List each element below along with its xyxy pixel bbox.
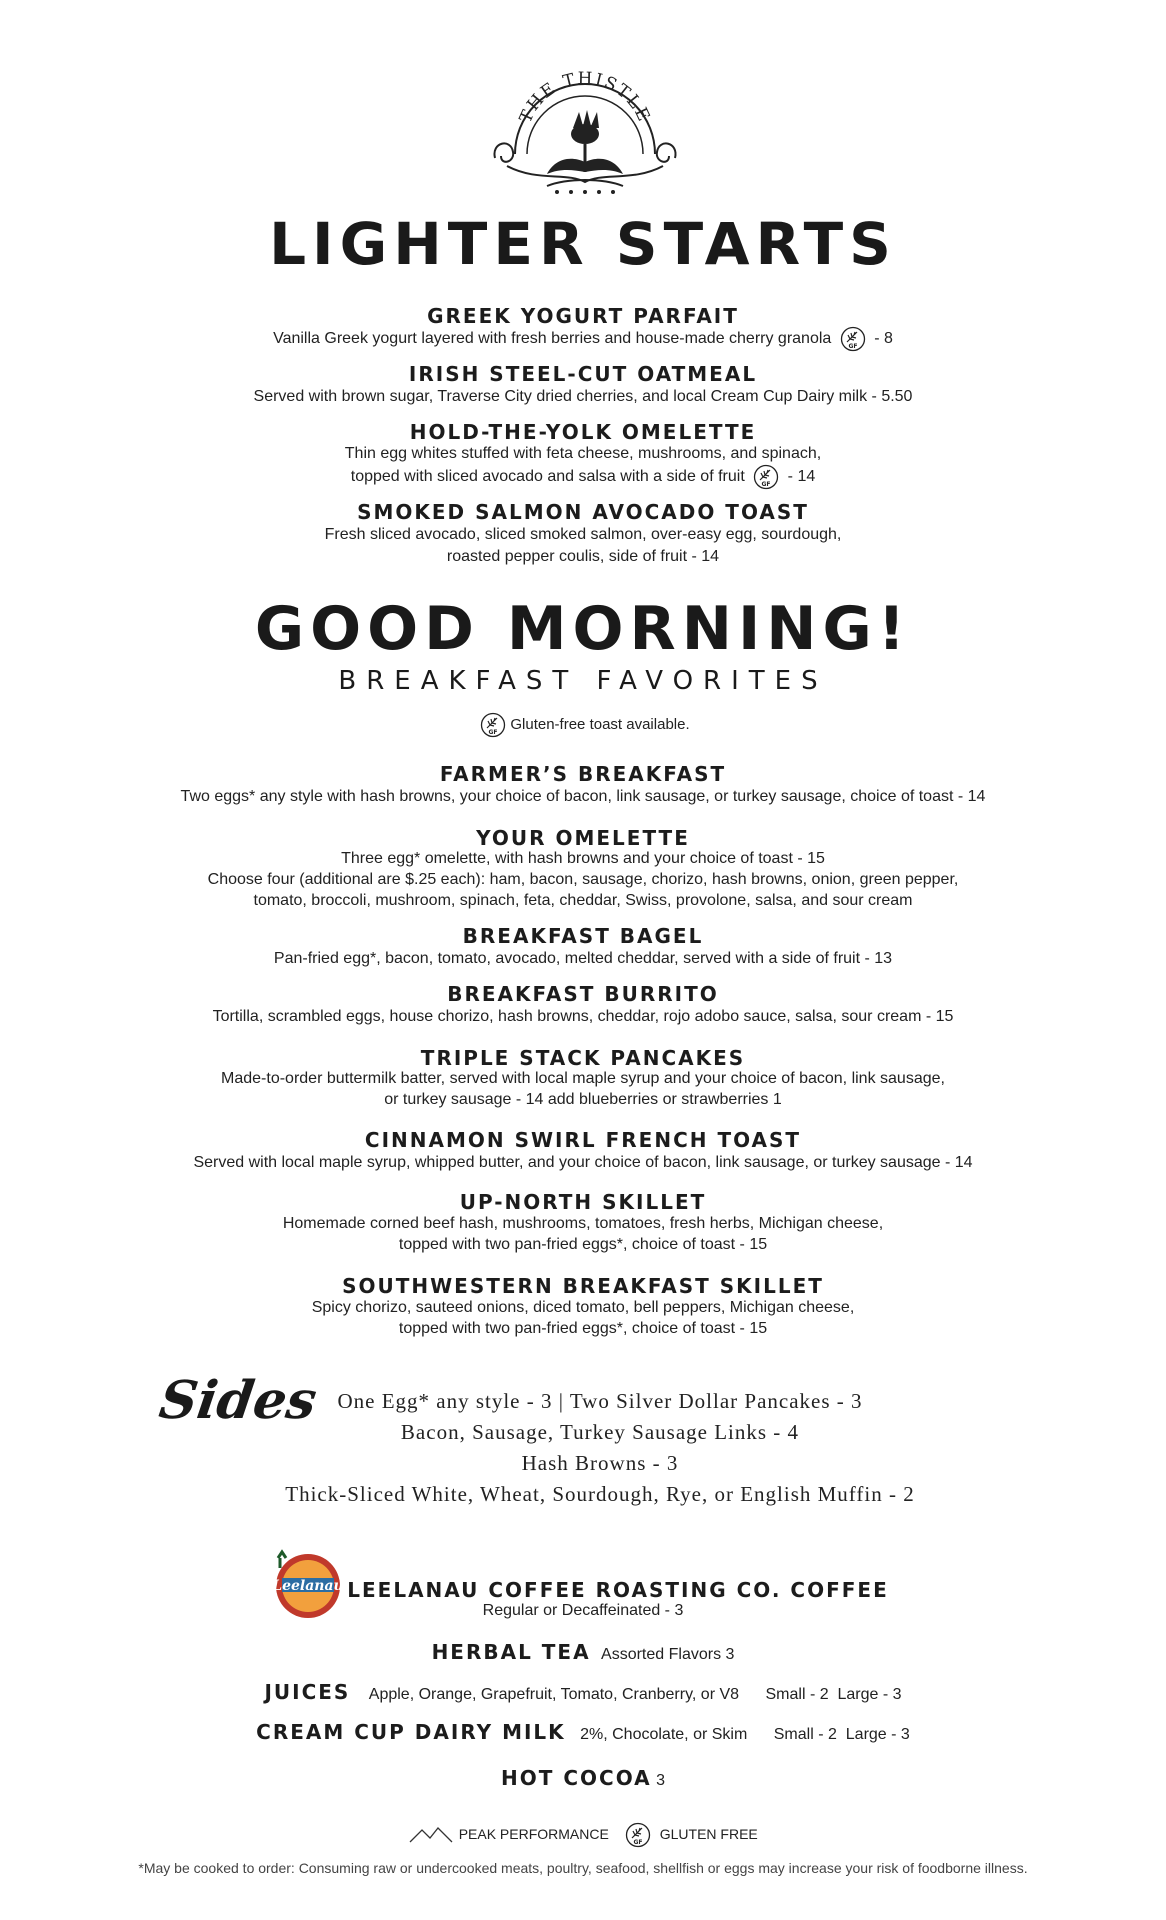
breakfast-burrito-title: BREAKFAST BURRITO — [447, 982, 719, 1006]
french-toast-title: CINNAMON SWIRL FRENCH TOAST — [364, 1128, 802, 1152]
svg-text:GF: GF — [761, 481, 771, 488]
greek-yogurt-title: GREEK YOGURT PARFAIT — [427, 304, 739, 328]
pancakes-title: TRIPLE STACK PANCAKES — [420, 1046, 746, 1070]
your-omelette-desc-line3: tomato, broccoli, mushroom, spinach, feta, cheddar, Swiss, provolone, salsa, and sour cream — [253, 892, 913, 909]
footnote: *May be cooked to order: Consuming raw or undercooked meats, poultry, seafood, shellfish or eggs may increase your risk of foodborne illness. — [138, 1860, 1028, 1876]
greek-yogurt-desc: Vanilla Greek yogurt layered with fresh berries and house-made cherry granola GF - 8 — [0, 326, 1166, 352]
breakfast-bagel-title: BREAKFAST BAGEL — [462, 924, 704, 948]
svg-text:GF: GF — [848, 343, 858, 350]
breakfast-bagel-desc: Pan-fried egg*, bacon, tomato, avocado, melted cheddar, served with a side of fruit - 13 — [273, 950, 893, 967]
svg-text:GF: GF — [488, 729, 498, 736]
sides-heading: Sides — [155, 1370, 321, 1431]
sides-line-4: Thick-Sliced White, Wheat, Sourdough, Rye, or English Muffin - 2 — [285, 1482, 915, 1506]
coffee-sub: Regular or Decaffeinated - 3 — [482, 1602, 684, 1619]
your-omelette-title: YOUR OMELETTE — [476, 826, 690, 850]
farmers-breakfast-desc: Two eggs* any style with hash browns, your choice of bacon, link sausage, or turkey sausage, choice of toast - 14 — [180, 788, 986, 805]
milk-row: CREAM CUP DAIRY MILK 2%, Chocolate, or Skim Small - 2 Large - 3 — [256, 1720, 910, 1744]
farmers-breakfast-title: FARMER’S BREAKFAST — [439, 762, 727, 786]
gluten-free-icon — [625, 1822, 651, 1848]
herbal-tea-row: HERBAL TEA Assorted Flavors 3 — [431, 1640, 735, 1664]
sides-line-3: Hash Browns - 3 — [521, 1451, 679, 1475]
sides-line-2: Bacon, Sausage, Turkey Sausage Links - 4 — [400, 1420, 800, 1444]
gluten-free-toast-note: GF Gluten-free toast available. — [0, 712, 1166, 738]
your-omelette-desc-line2: Choose four (additional are $.25 each): ham, bacon, sausage, chorizo, hash browns, onion, green pepper, — [207, 871, 959, 888]
salmon-toast-desc-line2: roasted pepper coulis, side of fruit - 14 — [446, 548, 720, 565]
logo-text: THE THISTLE — [515, 68, 655, 127]
pancakes-desc-line1: Made-to-order buttermilk batter, served with local maple syrup and your choice of bacon, link sausage, — [221, 1070, 945, 1087]
southwestern-skillet-desc-line1: Spicy chorizo, sauteed onions, diced tomato, bell peppers, Michigan cheese, — [311, 1299, 855, 1316]
gluten-free-icon — [840, 326, 866, 352]
sides-line-1: One Egg* any style - 3 | Two Silver Dollar Pancakes - 3 — [337, 1389, 863, 1413]
thistle-logo — [487, 62, 683, 196]
omelette-title: HOLD-THE-YOLK OMELETTE — [409, 420, 757, 444]
gluten-free-icon — [753, 464, 779, 490]
pancakes-desc-line2: or turkey sausage - 14 add blueberries or strawberries 1 — [384, 1091, 782, 1108]
french-toast-desc: Served with local maple syrup, whipped butter, and your choice of bacon, link sausage, or turkey sausage - 14 — [193, 1154, 973, 1171]
juices-row: JUICES Apple, Orange, Grapefruit, Tomato, Cranberry, or V8 Small - 2 Large - 3 — [264, 1680, 902, 1704]
your-omelette-desc-line1: Three egg* omelette, with hash browns and your choice of toast - 15 — [341, 850, 825, 867]
svg-text:Leelanau: Leelanau — [272, 1578, 344, 1594]
salmon-toast-title: SMOKED SALMON AVOCADO TOAST — [357, 500, 809, 524]
svg-text:THE THISTLE — [516, 69, 654, 126]
up-north-skillet-desc-line2: topped with two pan-fried eggs*, choice of toast - 15 — [398, 1236, 768, 1253]
good-morning-heading: GOOD MORNING! — [254, 594, 912, 664]
up-north-skillet-desc-line1: Homemade corned beef hash, mushrooms, tomatoes, fresh herbs, Michigan cheese, — [282, 1215, 884, 1232]
peak-performance-label: PEAK PERFORMANCE — [458, 1826, 609, 1843]
coffee-title: LEELANAU COFFEE ROASTING CO. COFFEE — [347, 1578, 889, 1602]
oatmeal-title: IRISH STEEL-CUT OATMEAL — [408, 362, 758, 386]
salmon-toast-desc-line1: Fresh sliced avocado, sliced smoked salmon, over-easy egg, sourdough, — [324, 526, 842, 543]
southwestern-skillet-title: SOUTHWESTERN BREAKFAST SKILLET — [342, 1274, 824, 1298]
legend — [0, 1822, 1166, 1848]
mountain-icon — [408, 1826, 454, 1844]
breakfast-burrito-desc: Tortilla, scrambled eggs, house chorizo, hash browns, cheddar, rojo adobo sauce, salsa, sour cream - 15 — [212, 1008, 954, 1025]
gluten-free-label: GLUTEN FREE — [659, 1826, 758, 1843]
up-north-skillet-title: UP-NORTH SKILLET — [459, 1190, 707, 1214]
oatmeal-desc: Served with brown sugar, Traverse City dried cherries, and local Cream Cup Dairy milk - 5.50 — [253, 388, 913, 405]
southwestern-skillet-desc-line2: topped with two pan-fried eggs*, choice of toast - 15 — [398, 1320, 768, 1337]
omelette-desc-line2: topped with sliced avocado and salsa with a side of fruit GF - 14 — [0, 464, 1166, 490]
omelette-desc-line1: Thin egg whites stuffed with feta cheese, mushrooms, and spinach, — [344, 445, 822, 462]
lighter-starts-heading: LIGHTER STARTS — [269, 210, 897, 278]
svg-text:GF: GF — [633, 1839, 643, 1846]
hot-cocoa-row: HOT COCOA 3 — [500, 1766, 665, 1790]
breakfast-favorites-subheading: BREAKFAST FAVORITES — [338, 666, 828, 696]
gluten-free-icon — [480, 712, 506, 738]
